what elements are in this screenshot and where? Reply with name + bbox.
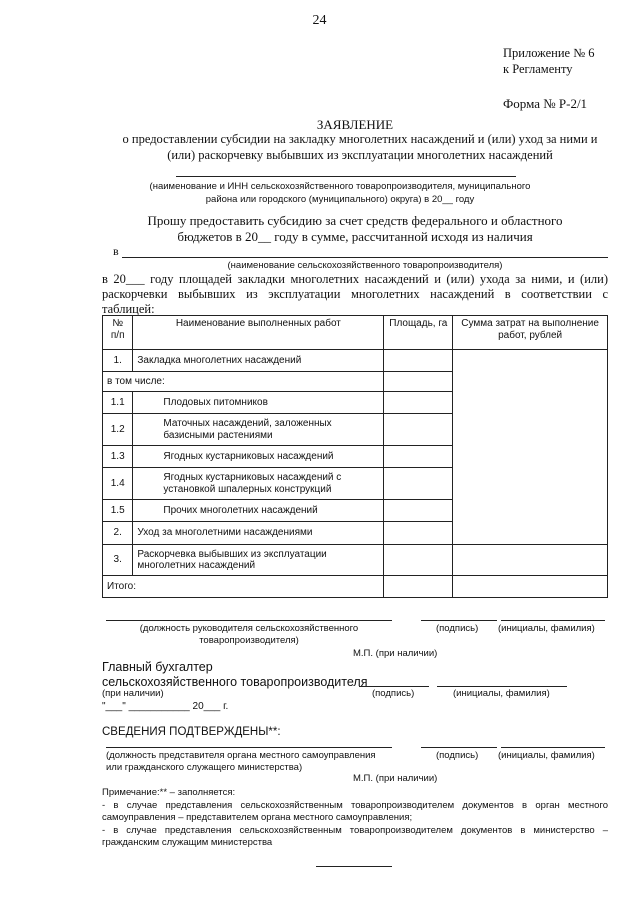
row-area-cell[interactable]: [384, 414, 453, 446]
row-name: Уход за многолетними насаждениями: [133, 522, 384, 545]
row-area-cell[interactable]: [384, 500, 453, 522]
confirmed-heading: СВЕДЕНИЯ ПОДТВЕРЖДЕНЫ**:: [102, 726, 281, 738]
body-line-2: раскорчевки выбывших из эксплуатации многолетних насаждений в соответствии с: [102, 287, 608, 301]
confirm-sign-caption: (подпись): [436, 750, 479, 761]
row-area-cell[interactable]: [384, 350, 453, 372]
row-num: 1.4: [103, 468, 133, 500]
appendix-line-2: к Регламенту: [503, 62, 573, 76]
document-subtitle: [95, 131, 625, 163]
accountant-label: [102, 660, 367, 690]
total-label: Итого:: [103, 576, 384, 598]
row-name: Закладка многолетних насаждений: [133, 350, 384, 372]
request-line-1: Прошу предоставить субсидию за счет средств федерального и областного: [147, 213, 563, 228]
row-area-cell[interactable]: [384, 468, 453, 500]
row-num: 2.: [103, 522, 133, 545]
sum-cell[interactable]: [453, 350, 608, 545]
works-table: [102, 315, 608, 598]
subtitle-line-1: о предоставлении субсидии на закладку многолетних насаждений и (или) уход за ними и: [122, 132, 598, 146]
row-num: 3.: [103, 545, 133, 576]
total-sum-cell[interactable]: [453, 576, 608, 598]
row-area-cell[interactable]: [384, 392, 453, 414]
confirm-name-caption: (инициалы, фамилия): [498, 750, 595, 761]
accountant-line-1: Главный бухгалтер: [102, 660, 213, 674]
row-area-cell[interactable]: [384, 545, 453, 576]
note-line-1: - в случае представления сельскохозяйственным товаропроизводителем документов в орган местного: [102, 799, 608, 811]
request-text: [95, 213, 615, 245]
row-name: Раскорчевка выбывших из эксплуатации многолетних насаждений: [133, 545, 384, 576]
body-text: [102, 272, 608, 317]
name-caption: (инициалы, фамилия): [498, 623, 595, 634]
accountant-if-any: (при наличии): [102, 688, 164, 699]
row-name: Ягодных кустарниковых насаждений с установкой шпалерных конструкций: [133, 468, 384, 500]
header-area: Площадь, га: [384, 316, 453, 350]
applicant-caption-line-1: (наименование и ИНН сельскохозяйственного товаропроизводителя, муниципального: [149, 181, 531, 192]
note-heading: Примечание:** – заполняется:: [102, 787, 236, 798]
subtitle-line-2: (или) раскорчевку выбывших из эксплуатации многолетних насаждений: [167, 148, 553, 162]
position-fill-line[interactable]: [106, 620, 392, 621]
page-number: 24: [312, 13, 327, 28]
confirm-stamp: М.П. (при наличии): [353, 773, 438, 784]
row-area-cell[interactable]: [384, 522, 453, 545]
form-label: Форма № Р-2/1: [503, 96, 588, 111]
accountant-sign-caption: (подпись): [372, 688, 415, 699]
signature-fill-line[interactable]: [421, 620, 497, 621]
row-name: Прочих многолетних насаждений: [133, 500, 384, 522]
row-num: 1.3: [103, 446, 133, 468]
applicant-caption: [120, 180, 560, 206]
row-name: Плодовых питомников: [133, 392, 384, 414]
confirm-caption: [106, 750, 376, 774]
row-num: 1.1: [103, 392, 133, 414]
appendix-label: [503, 45, 595, 77]
row-name: Маточных насаждений, заложенных базисными растениями: [133, 414, 384, 446]
producer-caption: (наименование сельскохозяйственного товаропроизводителя): [227, 260, 503, 271]
appendix-line-1: Приложение № 6: [503, 46, 595, 60]
note-line-2: самоуправления – представителем органа местного самоуправления;: [102, 812, 413, 823]
header-num: № п/п: [103, 316, 133, 350]
in-prefix: в: [113, 244, 119, 258]
body-line-3: таблицей:: [102, 302, 155, 316]
note-block: [102, 787, 608, 850]
applicant-fill-line[interactable]: [176, 176, 516, 177]
signature-caption: (подпись): [436, 623, 479, 634]
total-area-cell[interactable]: [384, 576, 453, 598]
position-caption-line-1: (должность руководителя сельскохозяйственного: [139, 623, 359, 634]
footnote-divider: [316, 866, 392, 867]
accountant-signature-line[interactable]: [359, 686, 429, 687]
header-sum: Сумма затрат на выполнение работ, рублей: [453, 316, 608, 350]
request-line-2: бюджетов в 20__ году в сумме, рассчитанной исходя из наличия: [177, 229, 533, 244]
row-num: 1.5: [103, 500, 133, 522]
row-num: 1.: [103, 350, 133, 372]
confirm-signature-line[interactable]: [421, 747, 497, 748]
document-title: ЗАЯВЛЕНИЕ: [316, 117, 394, 132]
confirm-caption-line-1: (должность представителя органа местного самоуправления: [106, 750, 376, 761]
position-caption-line-2: товаропроизводителя): [199, 635, 299, 646]
producer-fill-line[interactable]: [122, 257, 608, 258]
row-area-cell[interactable]: [384, 446, 453, 468]
position-caption: [106, 623, 392, 647]
row-num: 1.2: [103, 414, 133, 446]
confirm-name-line[interactable]: [501, 747, 605, 748]
row-span-label: в том числе:: [103, 372, 384, 392]
accountant-name-line[interactable]: [437, 686, 567, 687]
note-line-4: гражданским служащим министерства: [102, 837, 273, 848]
accountant-name-caption: (инициалы, фамилия): [453, 688, 550, 699]
confirm-caption-line-2: или гражданского служащего министерства): [106, 762, 303, 773]
confirm-position-line[interactable]: [106, 747, 392, 748]
stamp-label: М.П. (при наличии): [353, 648, 438, 659]
date-line[interactable]: "___" ___________ 20___ г.: [102, 701, 229, 712]
note-line-3: - в случае представления сельскохозяйственным товаропроизводителем документов в министерство –: [102, 824, 608, 836]
accountant-line-2: сельскохозяйственного товаропроизводителя: [102, 675, 368, 689]
row-area-cell[interactable]: [384, 372, 453, 392]
sum-cell[interactable]: [453, 545, 608, 576]
header-name: Наименование выполненных работ: [133, 316, 384, 350]
name-fill-line[interactable]: [501, 620, 605, 621]
body-line-1: в 20___ году площадей закладки многолетних насаждений и (или) ухода за ними, и (или): [102, 272, 608, 286]
row-name: Ягодных кустарниковых насаждений: [133, 446, 384, 468]
applicant-caption-line-2: района или городского (муниципального) округа) в 20__ году: [205, 194, 475, 205]
